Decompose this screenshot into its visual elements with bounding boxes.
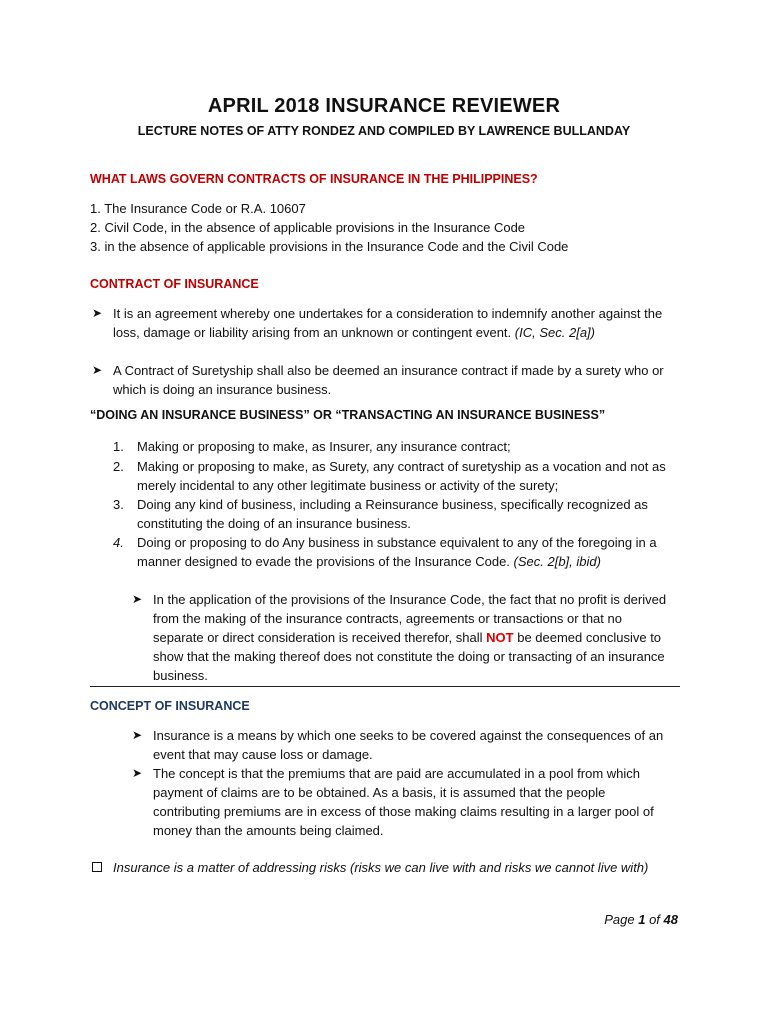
arrow-bullet-icon: ➤ <box>92 306 103 320</box>
emphasis-not: NOT <box>486 630 514 645</box>
business-note: In the application of the provisions of the Insurance Code, the fact that no profit is derived from the making of the insurance contracts, agreements or transactions or that no separate or direct consideration is received therefor, shall NOT be deemed conclusive to show that the making thereof does not constitute the doing or transacting of an insurance business. <box>153 592 667 683</box>
arrow-bullet-icon: ➤ <box>92 363 103 377</box>
section-heading-doing-business: “DOING AN INSURANCE BUSINESS” OR “TRANSACTING AN INSURANCE BUSINESS” <box>90 408 606 422</box>
contract-bullet-1: It is an agreement whereby one undertakes for a consideration to indemnify another against the loss, damage or liability arising from an unknown or contingent event. (IC, Sec. 2[a]) <box>113 306 663 340</box>
section-heading-laws: WHAT LAWS GOVERN CONTRACTS OF INSURANCE IN THE PHILIPPINES? <box>90 172 538 186</box>
risk-note: Insurance is a matter of addressing risks (risks we can live with and risks we cannot live with) <box>113 860 649 875</box>
business-item-2: Making or proposing to make, as Surety, any contract of suretyship as a vocation and not as merely incidental to any other legitimate business or activity of the surety; <box>137 459 666 493</box>
laws-item-1: 1. The Insurance Code or R.A. 10607 <box>90 201 306 216</box>
document-title: APRIL 2018 INSURANCE REVIEWER <box>207 95 561 117</box>
list-number: 2. <box>113 459 124 474</box>
list-number: 3. <box>113 497 124 512</box>
business-item-4: Doing or proposing to do Any business in substance equivalent to any of the foregoing in a manner designed to evade the provisions of the Insurance Code. (Sec. 2[b], ibid) <box>137 535 657 569</box>
list-number: 1. <box>113 439 124 454</box>
section-heading-contract: CONTRACT OF INSURANCE <box>90 277 259 291</box>
laws-item-2: 2. Civil Code, in the absence of applicable provisions in the Insurance Code <box>90 220 526 235</box>
contract-bullet-2: A Contract of Suretyship shall also be deemed an insurance contract if made by a surety who or which is doing an insurance business. <box>113 363 664 397</box>
concept-bullet-1: Insurance is a means by which one seeks to be covered against the consequences of an event that may cause loss or damage. <box>153 728 664 762</box>
section-divider <box>90 686 680 687</box>
checkbox-icon <box>92 862 102 872</box>
list-number: 4. <box>113 535 124 550</box>
arrow-bullet-icon: ➤ <box>132 728 143 742</box>
laws-item-3: 3. in the absence of applicable provisions in the Insurance Code and the Civil Code <box>90 239 569 254</box>
business-item-1: Making or proposing to make, as Insurer, any insurance contract; <box>137 439 511 454</box>
business-citation: (Sec. 2[b], ibid) <box>513 554 601 569</box>
business-item-3: Doing any kind of business, including a Reinsurance business, specifically recognized as constituting the doing of an insurance business. <box>137 497 648 531</box>
section-heading-concept: CONCEPT OF INSURANCE <box>90 699 250 713</box>
concept-bullet-2: The concept is that the premiums that are paid are accumulated in a pool from which payment of claims are to be obtained. As a basis, it is assumed that the people contributing premiums are in excess of those making claims resulting in a larger pool of money than the amounts being claimed. <box>153 766 654 838</box>
contract-citation: (IC, Sec. 2[a]) <box>514 325 595 340</box>
arrow-bullet-icon: ➤ <box>132 592 143 606</box>
arrow-bullet-icon: ➤ <box>132 766 143 780</box>
document-subtitle: LECTURE NOTES OF ATTY RONDEZ AND COMPILED BY LAWRENCE BULLANDAY <box>137 124 631 138</box>
page-number: Page 1 of 48 <box>604 912 678 927</box>
